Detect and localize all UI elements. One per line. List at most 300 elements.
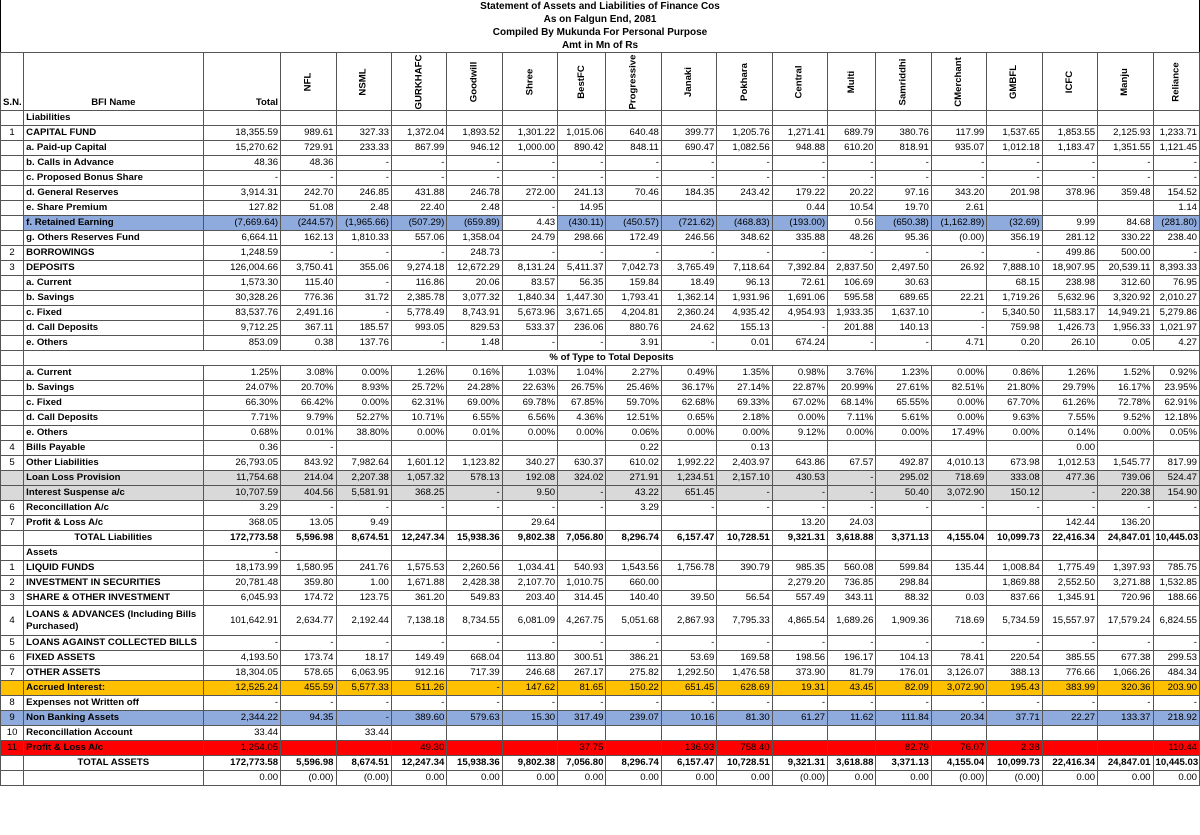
cell-central: -	[772, 246, 827, 261]
header-label: CMerchant	[953, 56, 965, 107]
cell-icfc: 378.96	[1042, 186, 1097, 201]
cell-goodwill: 578.13	[447, 471, 502, 486]
cell-total: 2,344.22	[203, 711, 281, 726]
cell-progressive: 610.02	[606, 456, 661, 471]
cell-bestfc: 241.13	[558, 186, 606, 201]
cell-cmerchant: 0.00%	[931, 366, 986, 381]
table-row	[1, 711, 1200, 726]
row-sn	[1, 336, 24, 351]
cell-goodwill: 2.48	[447, 201, 502, 216]
cell-total: (7,669.64)	[203, 216, 281, 231]
row-label	[24, 771, 203, 786]
cell-central	[772, 726, 827, 741]
cell-goodwill: 15,938.36	[447, 531, 502, 546]
cell-goodwill: 0.16%	[447, 366, 502, 381]
row-sn	[1, 486, 24, 501]
cell-total: 3.29	[203, 501, 281, 516]
cell-reliance: 785.75	[1153, 561, 1200, 576]
cell-goodwill: 717.39	[447, 666, 502, 681]
cell-multi: 11.62	[828, 711, 876, 726]
cell-nsml: 8.93%	[336, 381, 391, 396]
row-label: c. Proposed Bonus Share	[24, 171, 203, 186]
cell-reliance: -	[1153, 156, 1200, 171]
cell-bestfc	[558, 546, 606, 561]
cell-icfc: 22,416.34	[1042, 756, 1097, 771]
table-row	[1, 651, 1200, 666]
cell-nfl: 455.59	[281, 681, 336, 696]
cell-gmbfl: 37.71	[987, 711, 1042, 726]
cell-janaki: 0.49%	[661, 366, 716, 381]
table-row	[1, 201, 1200, 216]
cell-bestfc: 1,015.06	[558, 126, 606, 141]
cell-pokhara: 390.79	[717, 561, 772, 576]
cell-central	[772, 546, 827, 561]
cell-samriddhi: 88.32	[876, 591, 931, 606]
row-label: LOANS AGAINST COLLECTED BILLS	[24, 636, 203, 651]
cell-total: 18,304.05	[203, 666, 281, 681]
cell-shree: 1,000.00	[502, 141, 557, 156]
cell-progressive: 8,296.74	[606, 756, 661, 771]
cell-multi	[828, 726, 876, 741]
cell-shree: 1,301.22	[502, 126, 557, 141]
cell-central: 61.27	[772, 711, 827, 726]
cell-pokhara: -	[717, 501, 772, 516]
cell-nfl: 115.40	[281, 276, 336, 291]
cell-icfc: 477.36	[1042, 471, 1097, 486]
row-sn	[1, 756, 24, 771]
cell-icfc: 383.99	[1042, 681, 1097, 696]
cell-gmbfl: (0.00)	[987, 771, 1042, 786]
cell-gurkhafc: 0.00%	[391, 426, 446, 441]
cell-gurkhafc: -	[391, 696, 446, 711]
cell-gurkhafc: 116.86	[391, 276, 446, 291]
cell-shree: 272.00	[502, 186, 557, 201]
cell-gmbfl: -	[987, 156, 1042, 171]
cell-progressive: 59.70%	[606, 396, 661, 411]
cell-bestfc: 236.06	[558, 321, 606, 336]
cell-nsml: 185.57	[336, 321, 391, 336]
header-label: Central	[793, 64, 805, 99]
cell-bestfc	[558, 441, 606, 456]
cell-icfc	[1042, 726, 1097, 741]
cell-gurkhafc: -	[391, 246, 446, 261]
cell-goodwill	[447, 741, 502, 756]
cell-pokhara: 2,403.97	[717, 456, 772, 471]
row-label: INVESTMENT IN SECURITIES	[24, 576, 203, 591]
cell-shree: 2,107.70	[502, 576, 557, 591]
cell-progressive: -	[606, 636, 661, 651]
cell-janaki	[661, 441, 716, 456]
row-label: d. Call Deposits	[24, 321, 203, 336]
header-col-manju	[1098, 53, 1153, 111]
cell-nfl: 367.11	[281, 321, 336, 336]
cell-pokhara: 0.00%	[717, 426, 772, 441]
cell-nsml: 123.75	[336, 591, 391, 606]
cell-janaki: -	[661, 246, 716, 261]
cell-goodwill: -	[447, 486, 502, 501]
cell-central: 557.49	[772, 591, 827, 606]
cell-pokhara: 1,205.76	[717, 126, 772, 141]
header-label: Goodwill	[468, 61, 480, 102]
cell-nsml: 355.06	[336, 261, 391, 276]
cell-manju: 24,847.01	[1098, 756, 1153, 771]
row-label: Accrued Interest:	[24, 681, 203, 696]
cell-progressive: 25.46%	[606, 381, 661, 396]
row-label: Reconcillation A/c	[24, 501, 203, 516]
cell-central: 9.12%	[772, 426, 827, 441]
cell-janaki: 1,234.51	[661, 471, 716, 486]
cell-janaki: 399.77	[661, 126, 716, 141]
cell-goodwill: 24.28%	[447, 381, 502, 396]
cell-shree: 22.63%	[502, 381, 557, 396]
cell-bestfc: 37.75	[558, 741, 606, 756]
cell-gmbfl: 5,734.59	[987, 606, 1042, 636]
cell-reliance: 62.91%	[1153, 396, 1200, 411]
cell-icfc: 0.14%	[1042, 426, 1097, 441]
cell-nsml: -	[336, 156, 391, 171]
cell-multi: -	[828, 171, 876, 186]
empty-cell	[1098, 111, 1153, 126]
cell-goodwill: 8,743.91	[447, 306, 502, 321]
cell-cmerchant	[931, 546, 986, 561]
cell-nsml: 8,674.51	[336, 531, 391, 546]
cell-progressive	[606, 546, 661, 561]
cell-multi: 1,933.35	[828, 306, 876, 321]
cell-cmerchant: (0.00)	[931, 231, 986, 246]
cell-goodwill: 829.53	[447, 321, 502, 336]
cell-progressive: 4,204.81	[606, 306, 661, 321]
row-sn	[1, 426, 24, 441]
cell-multi: 595.58	[828, 291, 876, 306]
cell-bestfc: 3,671.65	[558, 306, 606, 321]
row-label: SHARE & OTHER INVESTMENT	[24, 591, 203, 606]
cell-samriddhi: 1.23%	[876, 366, 931, 381]
cell-janaki	[661, 546, 716, 561]
cell-gmbfl: 673.98	[987, 456, 1042, 471]
cell-gurkhafc: 7,138.18	[391, 606, 446, 636]
table-row	[1, 501, 1200, 516]
row-label: Other Liabilities	[24, 456, 203, 471]
cell-manju: 84.68	[1098, 216, 1153, 231]
cell-nfl: 776.36	[281, 291, 336, 306]
header-row	[1, 53, 1200, 111]
cell-shree	[502, 741, 557, 756]
cell-janaki: 36.17%	[661, 381, 716, 396]
row-label: Expenses not Written off	[24, 696, 203, 711]
cell-manju: 9.52%	[1098, 411, 1153, 426]
cell-multi: 0.00	[828, 771, 876, 786]
row-sn: 8	[1, 696, 24, 711]
header-label: Samriddhi	[897, 58, 909, 105]
header-col-cmerchant	[931, 53, 986, 111]
cell-nfl: 2,491.16	[281, 306, 336, 321]
cell-cmerchant: 82.51%	[931, 381, 986, 396]
cell-nfl: -	[281, 636, 336, 651]
row-label: LIQUID FUNDS	[24, 561, 203, 576]
row-label: b. Savings	[24, 291, 203, 306]
table-row	[1, 111, 1200, 126]
header-label: Reliance	[1170, 61, 1182, 102]
cell-samriddhi: -	[876, 246, 931, 261]
row-label: a. Current	[24, 276, 203, 291]
cell-total: 172,773.58	[203, 756, 281, 771]
cell-shree: -	[502, 501, 557, 516]
cell-gmbfl: 0.86%	[987, 366, 1042, 381]
cell-nfl: 5,596.98	[281, 756, 336, 771]
cell-progressive: 159.84	[606, 276, 661, 291]
cell-total: -	[203, 696, 281, 711]
cell-shree	[502, 441, 557, 456]
cell-reliance: 1,121.45	[1153, 141, 1200, 156]
cell-reliance: 10,445.03	[1153, 531, 1200, 546]
cell-shree: 69.78%	[502, 396, 557, 411]
cell-manju: -	[1098, 501, 1153, 516]
header-col-shree	[502, 53, 557, 111]
cell-progressive: 0.00	[606, 771, 661, 786]
cell-janaki: 136.93	[661, 741, 716, 756]
cell-bestfc: 7,056.80	[558, 756, 606, 771]
cell-cmerchant: 0.00%	[931, 411, 986, 426]
header-label: GMBFL	[1008, 64, 1020, 99]
cell-central	[772, 441, 827, 456]
cell-total: 4,193.50	[203, 651, 281, 666]
cell-progressive: 880.76	[606, 321, 661, 336]
cell-pokhara: 1.35%	[717, 366, 772, 381]
cell-total: 66.30%	[203, 396, 281, 411]
cell-gurkhafc: 389.60	[391, 711, 446, 726]
cell-pokhara: -	[717, 636, 772, 651]
cell-central: -	[772, 486, 827, 501]
cell-progressive: 640.48	[606, 126, 661, 141]
cell-samriddhi: 176.01	[876, 666, 931, 681]
cell-progressive: 0.06%	[606, 426, 661, 441]
header-label: Pokhara	[738, 62, 750, 101]
cell-total: 7.71%	[203, 411, 281, 426]
cell-icfc: -	[1042, 696, 1097, 711]
cell-nsml: 241.76	[336, 561, 391, 576]
cell-gurkhafc: 25.72%	[391, 381, 446, 396]
cell-samriddhi: 599.84	[876, 561, 931, 576]
cell-gurkhafc: 993.05	[391, 321, 446, 336]
cell-gurkhafc: -	[391, 501, 446, 516]
cell-shree: 9,802.38	[502, 531, 557, 546]
cell-nfl: 9.79%	[281, 411, 336, 426]
cell-total: -	[203, 636, 281, 651]
cell-gmbfl: 2.38	[987, 741, 1042, 756]
cell-manju: 3,271.88	[1098, 576, 1153, 591]
cell-icfc: 18,907.95	[1042, 261, 1097, 276]
cell-total: 18,173.99	[203, 561, 281, 576]
cell-bestfc: -	[558, 171, 606, 186]
empty-cell	[391, 111, 446, 126]
cell-pokhara: 10,728.51	[717, 756, 772, 771]
table-row	[1, 681, 1200, 696]
cell-multi: -	[828, 696, 876, 711]
cell-cmerchant: -	[931, 501, 986, 516]
cell-manju: 312.60	[1098, 276, 1153, 291]
empty-cell	[772, 111, 827, 126]
cell-gurkhafc: 0.00	[391, 771, 446, 786]
cell-reliance: 1,021.97	[1153, 321, 1200, 336]
cell-pokhara: 169.58	[717, 651, 772, 666]
cell-goodwill: -	[447, 696, 502, 711]
cell-gmbfl: 67.70%	[987, 396, 1042, 411]
cell-central: 985.35	[772, 561, 827, 576]
cell-manju	[1098, 726, 1153, 741]
cell-nsml: -	[336, 171, 391, 186]
cell-cmerchant: 718.69	[931, 471, 986, 486]
cell-gmbfl: 7,888.10	[987, 261, 1042, 276]
cell-samriddhi	[876, 546, 931, 561]
cell-nsml: (0.00)	[336, 771, 391, 786]
cell-cmerchant: -	[931, 696, 986, 711]
cell-goodwill: 0.01%	[447, 426, 502, 441]
cell-gurkhafc: 12,247.34	[391, 531, 446, 546]
cell-samriddhi: 492.87	[876, 456, 931, 471]
cell-gmbfl: (32.69)	[987, 216, 1042, 231]
cell-gmbfl: 837.66	[987, 591, 1042, 606]
cell-gurkhafc: 431.88	[391, 186, 446, 201]
row-label: a. Current	[24, 366, 203, 381]
cell-nsml	[336, 546, 391, 561]
cell-shree: 0.00%	[502, 426, 557, 441]
cell-nsml: 31.72	[336, 291, 391, 306]
cell-nsml: 52.27%	[336, 411, 391, 426]
cell-multi: -	[828, 246, 876, 261]
row-label: Non Banking Assets	[24, 711, 203, 726]
cell-nsml: 2,207.38	[336, 471, 391, 486]
cell-multi: 3,618.88	[828, 756, 876, 771]
cell-pokhara: 4,935.42	[717, 306, 772, 321]
cell-samriddhi: -	[876, 636, 931, 651]
cell-manju: 20,539.11	[1098, 261, 1153, 276]
cell-bestfc: -	[558, 246, 606, 261]
cell-shree: 340.27	[502, 456, 557, 471]
cell-goodwill	[447, 546, 502, 561]
cell-gurkhafc: 10.71%	[391, 411, 446, 426]
cell-reliance: -	[1153, 696, 1200, 711]
row-label: Liabilities	[24, 111, 203, 126]
cell-gurkhafc: 361.20	[391, 591, 446, 606]
cell-shree: -	[502, 696, 557, 711]
header-bfi-name: BFI Name	[24, 53, 203, 111]
cell-shree: 9,802.38	[502, 756, 557, 771]
cell-janaki: 246.56	[661, 231, 716, 246]
cell-central: 13.20	[772, 516, 827, 531]
cell-goodwill: 2,428.38	[447, 576, 502, 591]
cell-goodwill: (659.89)	[447, 216, 502, 231]
cell-cmerchant: 4,155.04	[931, 756, 986, 771]
table-row	[1, 636, 1200, 651]
cell-total: 26,793.05	[203, 456, 281, 471]
cell-cmerchant: 2.61	[931, 201, 986, 216]
cell-nsml: -	[336, 246, 391, 261]
cell-central: 430.53	[772, 471, 827, 486]
cell-cmerchant	[931, 516, 986, 531]
row-label: DEPOSITS	[24, 261, 203, 276]
cell-gurkhafc: 1,057.32	[391, 471, 446, 486]
cell-reliance: -	[1153, 501, 1200, 516]
cell-janaki	[661, 516, 716, 531]
cell-nfl: -	[281, 696, 336, 711]
cell-progressive: -	[606, 246, 661, 261]
row-label: a. Paid-up Capital	[24, 141, 203, 156]
cell-goodwill: 579.63	[447, 711, 502, 726]
cell-shree: 0.00	[502, 771, 557, 786]
cell-cmerchant: (0.00)	[931, 771, 986, 786]
cell-progressive	[606, 726, 661, 741]
cell-icfc: 11,583.17	[1042, 306, 1097, 321]
cell-nfl: 2,634.77	[281, 606, 336, 636]
cell-gmbfl: 10,099.73	[987, 531, 1042, 546]
cell-icfc: 15,557.97	[1042, 606, 1097, 636]
cell-shree: 6,081.09	[502, 606, 557, 636]
cell-samriddhi: 65.55%	[876, 396, 931, 411]
table-row	[1, 411, 1200, 426]
cell-multi: 560.08	[828, 561, 876, 576]
cell-bestfc: 7,056.80	[558, 531, 606, 546]
cell-gurkhafc	[391, 546, 446, 561]
cell-gurkhafc: 1.26%	[391, 366, 446, 381]
cell-goodwill: -	[447, 636, 502, 651]
cell-total: 83,537.76	[203, 306, 281, 321]
cell-cmerchant: 26.92	[931, 261, 986, 276]
cell-janaki: 39.50	[661, 591, 716, 606]
cell-total: 48.36	[203, 156, 281, 171]
cell-icfc: 22.27	[1042, 711, 1097, 726]
cell-samriddhi: 298.84	[876, 576, 931, 591]
cell-icfc: -	[1042, 501, 1097, 516]
row-label: g. Others Reserves Fund	[24, 231, 203, 246]
cell-gurkhafc: 22.40	[391, 201, 446, 216]
cell-central: 2,279.20	[772, 576, 827, 591]
row-sn: 2	[1, 576, 24, 591]
sheet-unit: Amt in Mn of Rs	[561, 40, 639, 51]
cell-total: 15,270.62	[203, 141, 281, 156]
cell-bestfc: -	[558, 501, 606, 516]
cell-gmbfl: 0.00%	[987, 426, 1042, 441]
table-row	[1, 666, 1200, 681]
cell-goodwill	[447, 726, 502, 741]
cell-samriddhi: 30.63	[876, 276, 931, 291]
cell-total: 853.09	[203, 336, 281, 351]
cell-goodwill: 0.00	[447, 771, 502, 786]
cell-reliance: 23.95%	[1153, 381, 1200, 396]
cell-multi: 736.85	[828, 576, 876, 591]
cell-manju: 1,545.77	[1098, 456, 1153, 471]
cell-manju: 1,397.93	[1098, 561, 1153, 576]
table-row	[1, 171, 1200, 186]
cell-gurkhafc	[391, 726, 446, 741]
cell-total: 126,004.66	[203, 261, 281, 276]
cell-manju: 0.00	[1098, 771, 1153, 786]
header-label: Shree	[523, 68, 535, 95]
cell-janaki: 0.65%	[661, 411, 716, 426]
cell-reliance	[1153, 726, 1200, 741]
cell-reliance: 238.40	[1153, 231, 1200, 246]
cell-cmerchant: 3,072.90	[931, 681, 986, 696]
cell-shree: 113.80	[502, 651, 557, 666]
cell-pokhara: -	[717, 171, 772, 186]
cell-reliance: -	[1153, 636, 1200, 651]
cell-reliance: 0.05%	[1153, 426, 1200, 441]
cell-reliance: 1.14	[1153, 201, 1200, 216]
table-row	[1, 381, 1200, 396]
cell-pokhara: 628.69	[717, 681, 772, 696]
cell-gurkhafc: -	[391, 636, 446, 651]
cell-shree: 9.50	[502, 486, 557, 501]
cell-janaki: 0.00%	[661, 426, 716, 441]
